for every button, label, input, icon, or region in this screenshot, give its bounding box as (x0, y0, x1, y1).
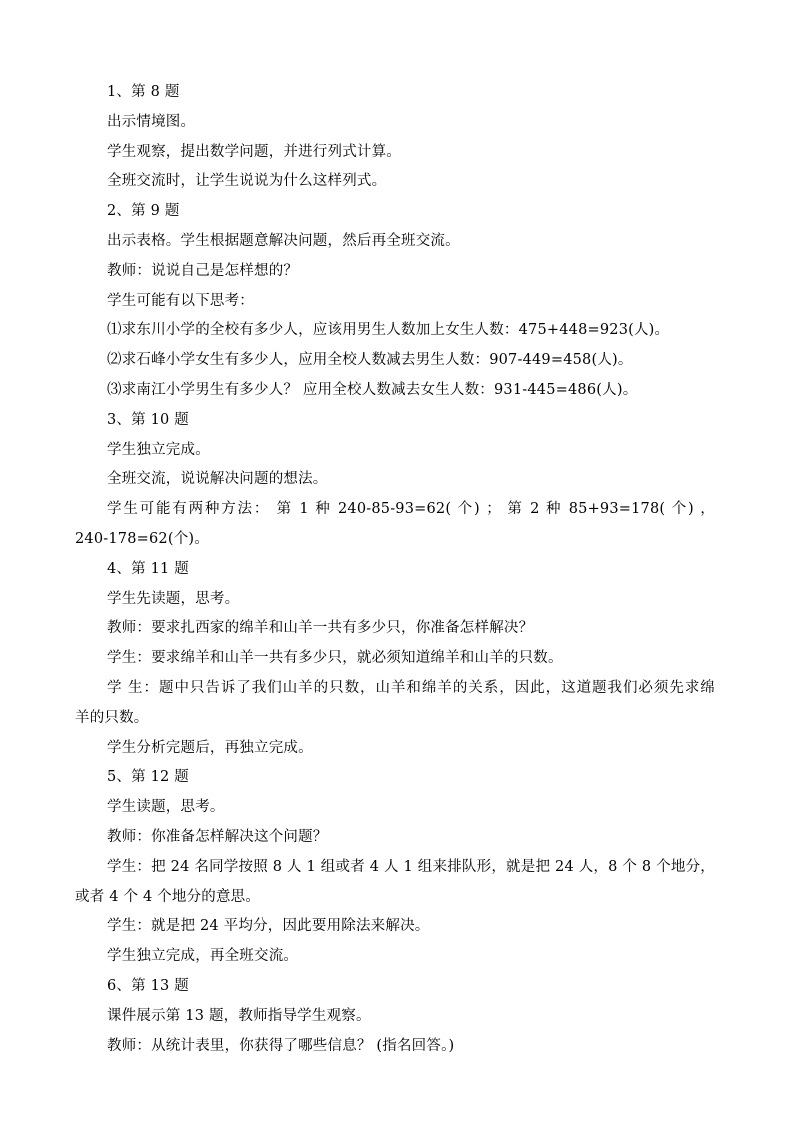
list-item: ⑴求东川小学的全校有多少人，应该用男生人数加上女生人数：475+448=923(人)。 (107, 322, 670, 339)
section-heading-1: 1、第 8 题 (107, 84, 180, 100)
paragraph-line: 学 生：题中只告诉了我们山羊的只数，山羊和绵羊的关系，因此，这道题我们必须先求绵 (107, 679, 715, 696)
paragraph-line: 学生先读题，思考。 (107, 590, 240, 607)
paragraph-line: 学生可能有两种方法： 第 1 种 240-85-93=62( 个) ； 第 2 种 85+93=178( 个) ， (107, 501, 715, 518)
section-heading-3: 3、第 10 题 (107, 411, 189, 428)
paragraph-line: 课件展示第 13 题，教师指导学生观察。 (107, 1007, 371, 1024)
paragraph-line: 学生观察，提出数学问题，并进行列式计算。 (107, 143, 401, 160)
section-heading-5: 5、第 12 题 (107, 769, 189, 786)
section-heading-2: 2、第 9 题 (107, 203, 180, 220)
paragraph-line: 学生分析完题后，再独立完成。 (107, 739, 313, 756)
paragraph-line-continuation: 羊的只数。 (75, 709, 149, 726)
section-heading-6: 6、第 13 题 (107, 977, 189, 994)
section-heading-4: 4、第 11 题 (107, 560, 189, 577)
paragraph-line: 出示情境图。 (107, 113, 196, 130)
paragraph-line: 学生读题，思考。 (107, 799, 225, 816)
list-item: ⑵求石峰小学女生有多少人，应用全校人数减去男生人数：907-449=458(人)。 (107, 352, 633, 369)
paragraph-line: 学生独立完成，再全班交流。 (107, 948, 299, 965)
paragraph-line: 教师：说说自己是怎样想的？ (107, 262, 299, 279)
paragraph-line: 学生：把 24 名同学按照 8 人 1 组或者 4 人 1 组来排队形，就是把 24 人，8 个 8 个地分， (107, 858, 715, 875)
paragraph-line-continuation: 240-178=62(个)。 (75, 530, 209, 547)
paragraph-line: 学生：要求绵羊和山羊一共有多少只，就必须知道绵羊和山羊的只数。 (107, 650, 563, 667)
paragraph-line: 学生：就是把 24 平均分，因此要用除法来解决。 (107, 918, 430, 935)
document-body (75, 78, 715, 1061)
paragraph-line-continuation: 或者 4 个 4 个地分的意思。 (75, 888, 261, 905)
paragraph-line: 全班交流，说说解决问题的想法。 (107, 471, 328, 488)
paragraph-line: 学生可能有以下思考： (107, 292, 254, 309)
paragraph-line: 全班交流时，让学生说说为什么这样列式。 (107, 173, 387, 190)
list-item: ⑶求南江小学男生有多少人？ 应用全校人数减去女生人数：931-445=486(人)。 (107, 381, 638, 398)
paragraph-line: 教师：你准备怎样解决这个问题？ (107, 828, 328, 845)
paragraph-line: 教师：要求扎西家的绵羊和山羊一共有多少只，你准备怎样解决？ (107, 620, 534, 637)
paragraph-line: 出示表格。学生根据题意解决问题，然后再全班交流。 (107, 232, 460, 249)
paragraph-line: 学生独立完成。 (107, 441, 210, 458)
paragraph-line: 教师：从统计表里，你获得了哪些信息？ (指名回答。) (107, 1037, 455, 1054)
